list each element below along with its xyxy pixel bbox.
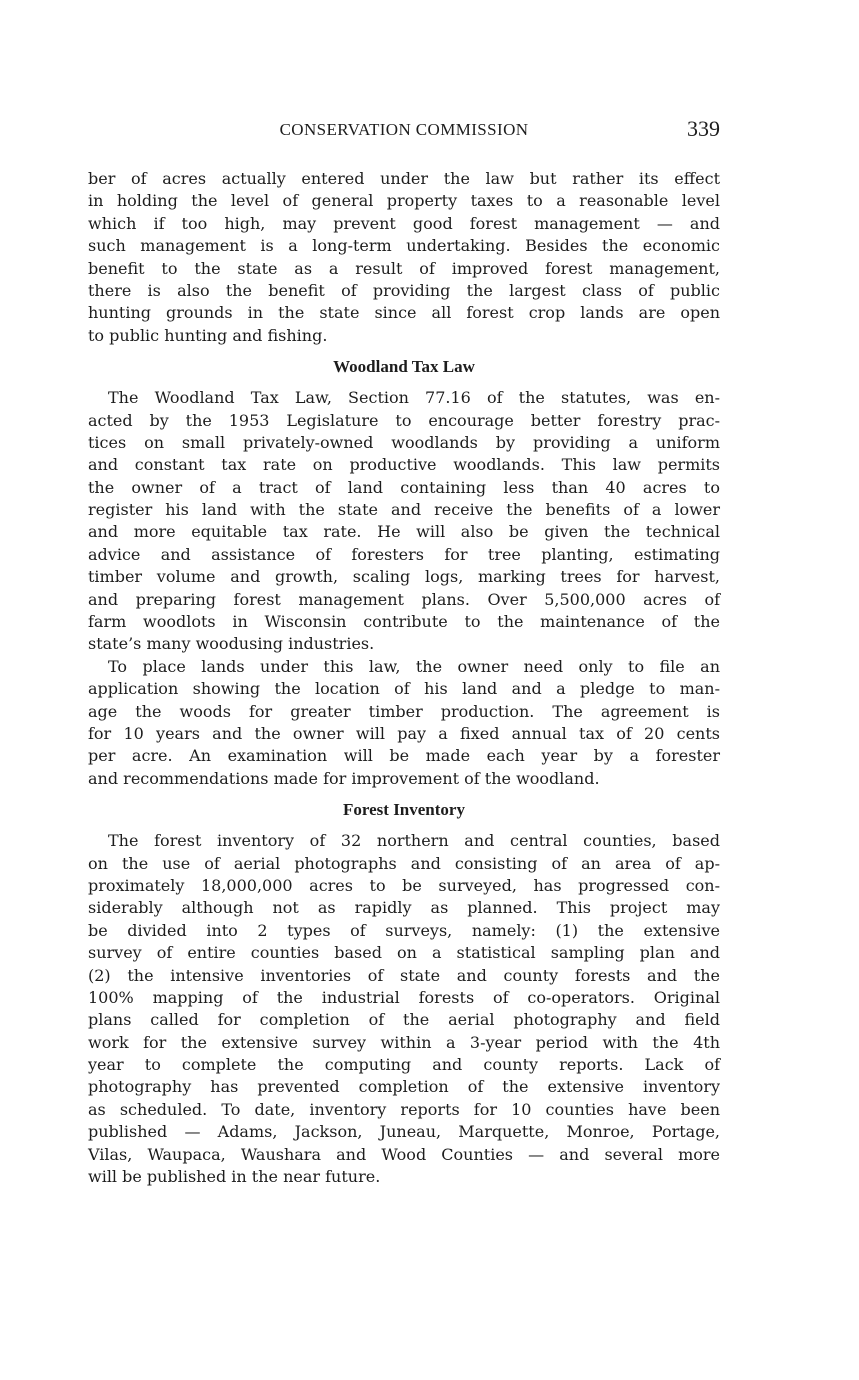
text-line: 100% mapping of the industrial forests of co-operators. Original	[88, 987, 720, 1007]
text-line: benefit to the state as a result of improved forest management,	[88, 258, 720, 278]
text-line: be divided into 2 types of surveys, namely: (1) the extensive	[88, 920, 720, 940]
text-line: Vilas, Waupaca, Waushara and Wood Counties — and several more	[88, 1144, 720, 1164]
intro-paragraph	[88, 168, 720, 347]
text-line: To place lands under this law, the owner need only to file an	[108, 656, 720, 676]
text-line: will be published in the near future.	[88, 1167, 381, 1187]
text-line: published — Adams, Jackson, Juneau, Marquette, Monroe, Portage,	[88, 1122, 720, 1142]
text-line: register his land with the state and receive the benefits of a lower	[88, 500, 720, 520]
section-heading-woodland-tax-law: Woodland Tax Law	[333, 357, 475, 377]
text-line: hunting grounds in the state since all forest crop lands are open	[88, 303, 720, 323]
text-line: and preparing forest management plans. Over 5,500,000 acres of	[88, 589, 720, 609]
text-line: and recommendations made for improvement of the woodland.	[88, 768, 600, 788]
text-line: farm woodlots in Wisconsin contribute to the maintenance of the	[88, 612, 720, 632]
text-line: survey of entire counties based on a statistical sampling plan and	[88, 943, 720, 963]
page-number: 339	[687, 116, 720, 141]
text-line: photography has prevented completion of the extensive inventory	[88, 1077, 720, 1097]
text-line: application showing the location of his land and a pledge to man-	[88, 679, 720, 699]
text-line: for 10 years and the owner will pay a fixed annual tax of 20 cents	[88, 723, 720, 743]
text-line: in holding the level of general property taxes to a reasonable level	[88, 191, 720, 211]
text-line: on the use of aerial photographs and consisting of an area of ap-	[88, 853, 720, 873]
forest-inventory-paragraph	[88, 830, 720, 1188]
text-line: age the woods for greater timber production. The agreement is	[88, 701, 720, 721]
text-line: The forest inventory of 32 northern and central counties, based	[108, 831, 720, 851]
running-header	[88, 116, 720, 146]
text-line: to public hunting and fishing.	[88, 325, 328, 345]
text-line: The Woodland Tax Law, Section 77.16 of the statutes, was en-	[108, 388, 720, 408]
text-line: acted by the 1953 Legislature to encourage better forestry prac-	[88, 410, 720, 430]
text-line: advice and assistance of foresters for tree planting, estimating	[88, 544, 720, 564]
text-line: timber volume and growth, scaling logs, marking trees for harvest,	[88, 567, 720, 587]
text-line: siderably although not as rapidly as planned. This project may	[88, 898, 720, 918]
text-line: as scheduled. To date, inventory reports for 10 counties have been	[88, 1099, 720, 1119]
running-title: CONSERVATION COMMISSION	[279, 120, 529, 139]
text-line: proximately 18,000,000 acres to be surveyed, has progressed con-	[88, 875, 720, 895]
document-page	[88, 116, 720, 1188]
text-line: year to complete the computing and county reports. Lack of	[88, 1055, 720, 1075]
woodland-paragraph-2	[88, 656, 720, 790]
section-heading-forest-inventory: Forest Inventory	[343, 800, 465, 820]
text-line: tices on small privately-owned woodlands by providing a uniform	[88, 432, 720, 452]
text-line: state’s many woodusing industries.	[88, 634, 375, 654]
text-line: which if too high, may prevent good forest management — and	[88, 213, 720, 233]
text-line: and constant tax rate on productive woodlands. This law permits	[88, 455, 720, 475]
text-line: (2) the intensive inventories of state and county forests and the	[88, 965, 720, 985]
text-line: ber of acres actually entered under the law but rather its effect	[88, 169, 720, 188]
text-line: and more equitable tax rate. He will also be given the technical	[88, 522, 720, 542]
text-line: work for the extensive survey within a 3-year period with the 4th	[88, 1032, 720, 1052]
text-line: plans called for completion of the aerial photography and field	[88, 1010, 720, 1030]
text-line: such management is a long-term undertaking. Besides the economic	[88, 236, 720, 256]
woodland-paragraph-1	[88, 387, 720, 656]
text-line: there is also the benefit of providing the largest class of public	[88, 280, 720, 300]
text-line: per acre. An examination will be made each year by a forester	[88, 746, 720, 766]
text-line: the owner of a tract of land containing less than 40 acres to	[88, 477, 720, 497]
